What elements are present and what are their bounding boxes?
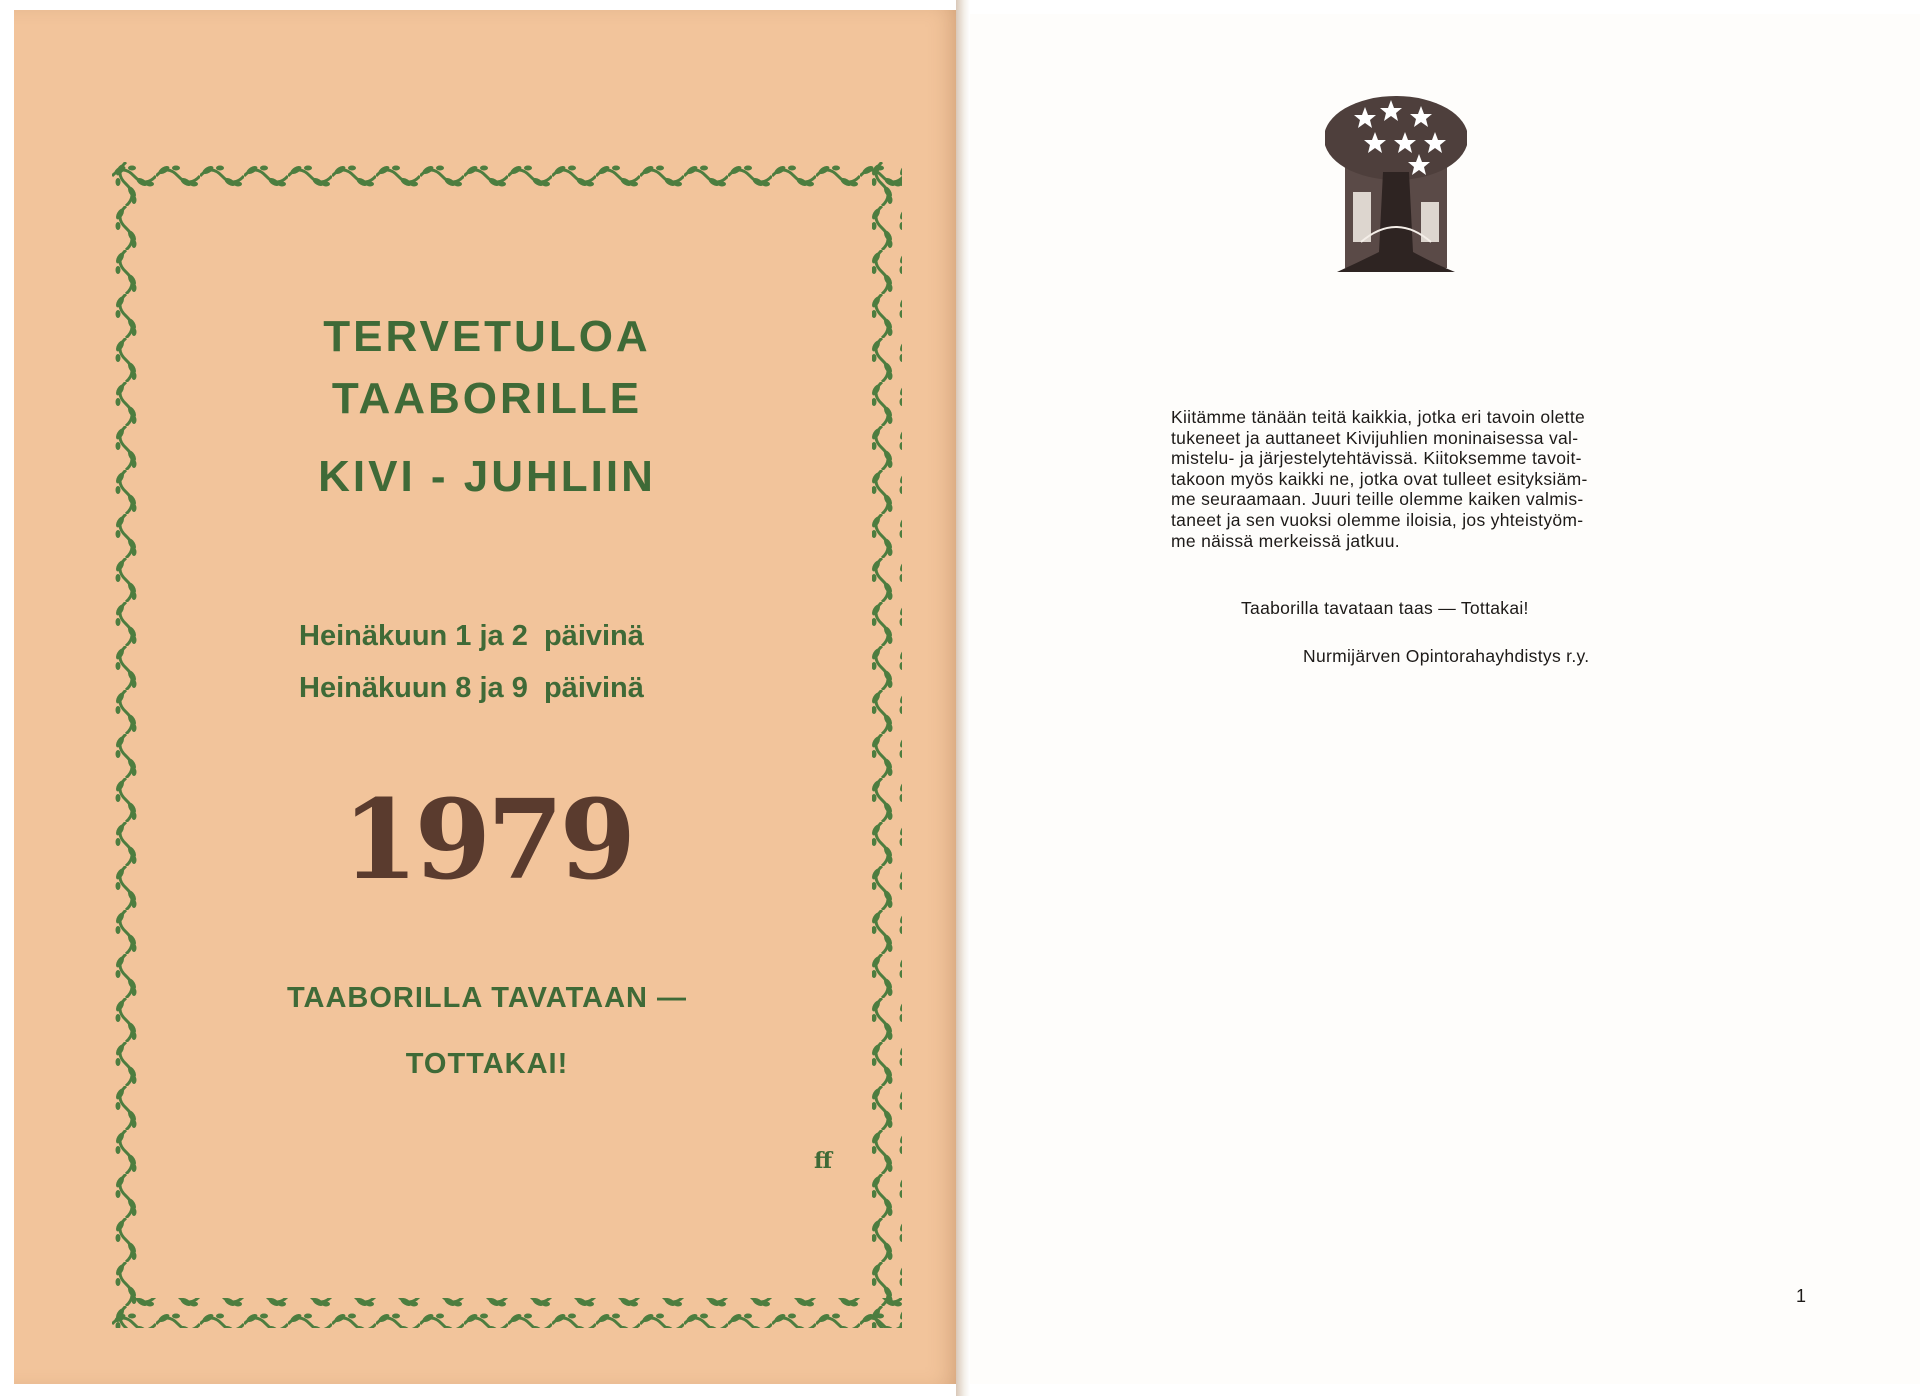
date-line-2: Heinäkuun 8 ja 9 päivinä (299, 672, 644, 704)
paragraph-line: mistelu- ja järjestelytehtävissä. Kiitoksemme tavoit- (1171, 448, 1582, 469)
paragraph-line: Kiitämme tänään teitä kaikkia, jotka eri tavoin olette (1171, 407, 1586, 427)
date-line-1: Heinäkuun 1 ja 2 päivinä (299, 620, 644, 652)
paragraph-line: me seuraamaan. Juuri teille olemme kaiken valmis- (1171, 489, 1584, 510)
printer-initials: ff (814, 1148, 833, 1174)
paragraph-line: taneet ja sen vuoksi olemme iloisia, jos yhteistyöm- (1171, 509, 1584, 530)
closing-line: Taaborilla tavataan taas — Tottakai! (1241, 598, 1529, 618)
thank-you-paragraph (1171, 407, 1586, 551)
cover-title-line3: KIVI - JUHLIIN (318, 452, 656, 501)
paragraph-line: me näissä merkeissä jatkuu. (1171, 530, 1400, 551)
cover-title-line2: TAABORILLE (331, 374, 643, 423)
slogan-line2: TOTTAKAI! (405, 1048, 569, 1080)
inside-page (970, 14, 1920, 1384)
signature: Nurmijärven Opintorahayhdistys r.y. (1303, 646, 1590, 666)
paragraph-line: takoon myös kaikki ne, jotka ovat tulleet esityksiäm- (1171, 468, 1588, 489)
year: 1979 (341, 775, 633, 904)
slogan-line1: TAABORILLA TAVATAAN — (286, 982, 688, 1014)
cover-title-line1: TERVETULOA (323, 312, 651, 361)
cover-page (14, 10, 960, 1384)
tree-stars-emblem (1325, 92, 1467, 293)
book-spine (956, 0, 970, 1396)
paragraph-line: tukeneet ja auttaneet Kivijuhlien moninaisessa val- (1171, 427, 1579, 448)
page-number: 1 (1796, 1286, 1807, 1306)
